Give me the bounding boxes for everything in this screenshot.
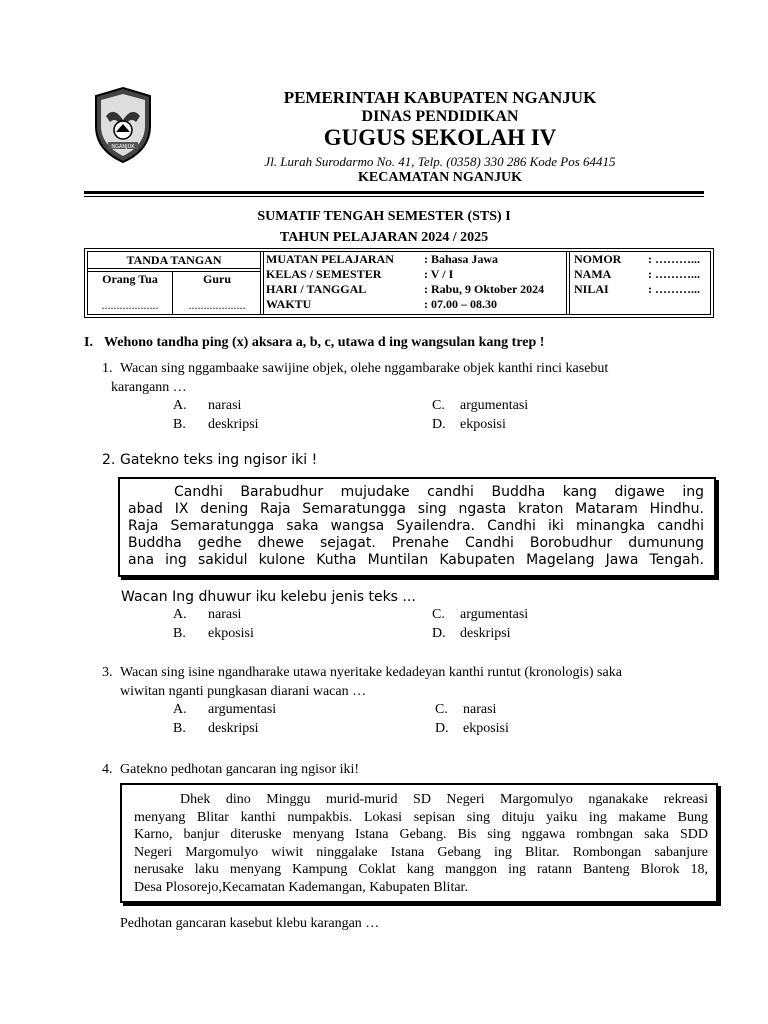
- q1-text-line2: karangann …: [111, 380, 187, 395]
- q2-option-d[interactable]: deskripsi: [460, 626, 511, 641]
- q4-passage-line: Karno, banjur diteruske menyang Istana Gebang. Bis sing nggawa rombngan saka SDD: [134, 827, 708, 842]
- q2-option-c[interactable]: argumentasi: [460, 607, 529, 622]
- q2-option-a[interactable]: narasi: [208, 607, 242, 622]
- q2-option-c-letter: C.: [432, 607, 445, 622]
- q2-option-b-letter: B.: [173, 626, 186, 641]
- q1-text-line1: Wacan sing nggambaake sawijine objek, olehe nggambarake objek kanthi rinci kasebut: [120, 361, 609, 376]
- subject-label: MUATAN PELAJARAN: [266, 252, 394, 266]
- q4-passage-line: Dhek dino Minggu murid-murid SD Negeri Margomulyo nganakake rekreasi: [180, 792, 708, 807]
- q3-option-d-letter: D.: [435, 721, 449, 736]
- exam-title: SUMATIF TENGAH SEMESTER (STS) I: [257, 209, 511, 224]
- name-value: : ………...: [648, 267, 700, 281]
- q1-option-d-letter: D.: [432, 417, 446, 432]
- regency-logo: [92, 86, 154, 164]
- date-value: : Rabu, 9 Oktober 2024: [424, 282, 545, 296]
- q2-passage-line: abad IX dening Raja Semaratungga sing ngasta kraton Mataram Hindhu.: [128, 501, 704, 517]
- q3-option-c-letter: C.: [435, 702, 448, 717]
- address: Jl. Lurah Surodarmo No. 41, Telp. (0358) 330 286 Kode Pos 64415: [264, 154, 616, 169]
- q4-passage-line: Negeri Margomulyo wiwit ninggalake Istana Gebang ing Blitar. Rombongan sabanjure: [134, 844, 708, 860]
- agency-name: DINAS PENDIDIKAN: [361, 108, 519, 125]
- q2-option-b[interactable]: ekposisi: [208, 626, 254, 641]
- q2-number: 2.: [102, 452, 116, 468]
- q4-passage: [134, 791, 708, 896]
- name-label: NAMA: [574, 267, 612, 281]
- number-value: : ………...: [648, 252, 700, 266]
- q2-passage-box: [118, 477, 716, 577]
- exam-info-table: [84, 248, 714, 318]
- header-rule-thick: [84, 191, 704, 194]
- time-label: WAKTU: [266, 297, 312, 311]
- q3-number: 3.: [102, 665, 113, 680]
- q3-option-d[interactable]: ekposisi: [463, 721, 509, 736]
- q2-prompt: Gatekno teks ing ngisor iki !: [120, 452, 318, 468]
- q1-option-c-letter: C.: [432, 398, 445, 413]
- q3-text-line1: Wacan sing isine ngandharake utawa nyeritake kedadeyan kanthi runtut (kronologis) saka: [120, 665, 622, 680]
- q4-passage-line: menyang Blitar kanthi numpakbis. Lokasi sepisan sing dituju yaiku ing makame Bung: [134, 809, 708, 825]
- signature-title: TANDA TANGAN: [126, 253, 222, 267]
- q2-option-d-letter: D.: [432, 626, 446, 641]
- q1-option-b-letter: B.: [173, 417, 186, 432]
- teacher-label: Guru: [202, 272, 231, 286]
- parent-signature-blank: ...................: [101, 298, 159, 312]
- q3-option-b[interactable]: deskripsi: [208, 721, 259, 736]
- q2-passage-line: Buddha gedhe dhewe sejagat. Prenahe Candhi Borobudhur dumunung: [128, 535, 704, 551]
- q3-option-a-letter: A.: [173, 702, 187, 717]
- parent-label: Orang Tua: [102, 272, 158, 286]
- school-cluster-title: GUGUS SEKOLAH IV: [323, 125, 557, 150]
- subject-value: : Bahasa Jawa: [424, 252, 499, 266]
- q1-option-b[interactable]: deskripsi: [208, 417, 259, 432]
- q3-text-line2: wiwitan nganti pungkasan diarani wacan …: [120, 684, 367, 699]
- date-label: HARI / TANGGAL: [266, 282, 367, 296]
- section-instruction: Wehono tandha ping (x) aksara a, b, c, utawa d ing wangsulan kang trep !: [104, 335, 545, 350]
- q1-number: 1.: [102, 361, 113, 376]
- q3-option-b-letter: B.: [173, 721, 186, 736]
- q2-passage-line: ana ing sakidul kulone Kutha Muntilan Kabupaten Magelang Jawa Tengah.: [128, 552, 704, 568]
- score-label: NILAI: [574, 282, 609, 296]
- class-value: : V / I: [424, 267, 454, 281]
- q4-passage-line: Desa Plosorejo,Kecamatan Kademangan, Kabupaten Blitar.: [134, 879, 468, 895]
- time-value: : 07.00 – 08.30: [424, 297, 497, 311]
- q4-number: 4.: [102, 762, 113, 777]
- district-name: KECAMATAN NGANJUK: [358, 170, 522, 185]
- q1-option-d[interactable]: ekposisi: [460, 417, 506, 432]
- q2-passage-line: Raja Semaratungga saka wangsa Syailendra. Candhi iki minangka candhi: [128, 518, 704, 534]
- score-value: : ………...: [648, 282, 700, 296]
- q2-passage-line: Candhi Barabudhur mujudake candhi Buddha kang digawe ing: [174, 484, 704, 500]
- q3-option-a[interactable]: argumentasi: [208, 702, 277, 717]
- teacher-signature-blank: ...................: [188, 298, 246, 312]
- q1-option-c[interactable]: argumentasi: [460, 398, 529, 413]
- class-label: KELAS / SEMESTER: [266, 267, 382, 281]
- q2-passage: [128, 484, 704, 569]
- svg-text:NGANJUK: NGANJUK: [111, 144, 135, 150]
- q1-option-a[interactable]: narasi: [208, 398, 242, 413]
- gov-name: PEMERINTAH KABUPATEN NGANJUK: [283, 88, 597, 107]
- exam-year: TAHUN PELAJARAN 2024 / 2025: [279, 230, 489, 245]
- q1-option-a-letter: A.: [173, 398, 187, 413]
- q2-option-a-letter: A.: [173, 607, 187, 622]
- number-label: NOMOR: [574, 252, 622, 266]
- header-rule-thin: [84, 196, 704, 197]
- q2-question: Wacan Ing dhuwur iku kelebu jenis teks ...: [121, 589, 416, 605]
- q4-question: Pedhotan gancaran kasebut klebu karangan …: [120, 916, 380, 931]
- q3-option-c[interactable]: narasi: [463, 702, 497, 717]
- section-numeral: I.: [84, 335, 93, 350]
- q4-passage-box: [120, 783, 718, 903]
- q4-passage-line: nerusake laku menyang Kampung Coklat kang manggon ing ratann Banteng Blorok 18,: [134, 862, 708, 877]
- q4-prompt: Gatekno pedhotan gancaran ing ngisor iki!: [120, 762, 360, 777]
